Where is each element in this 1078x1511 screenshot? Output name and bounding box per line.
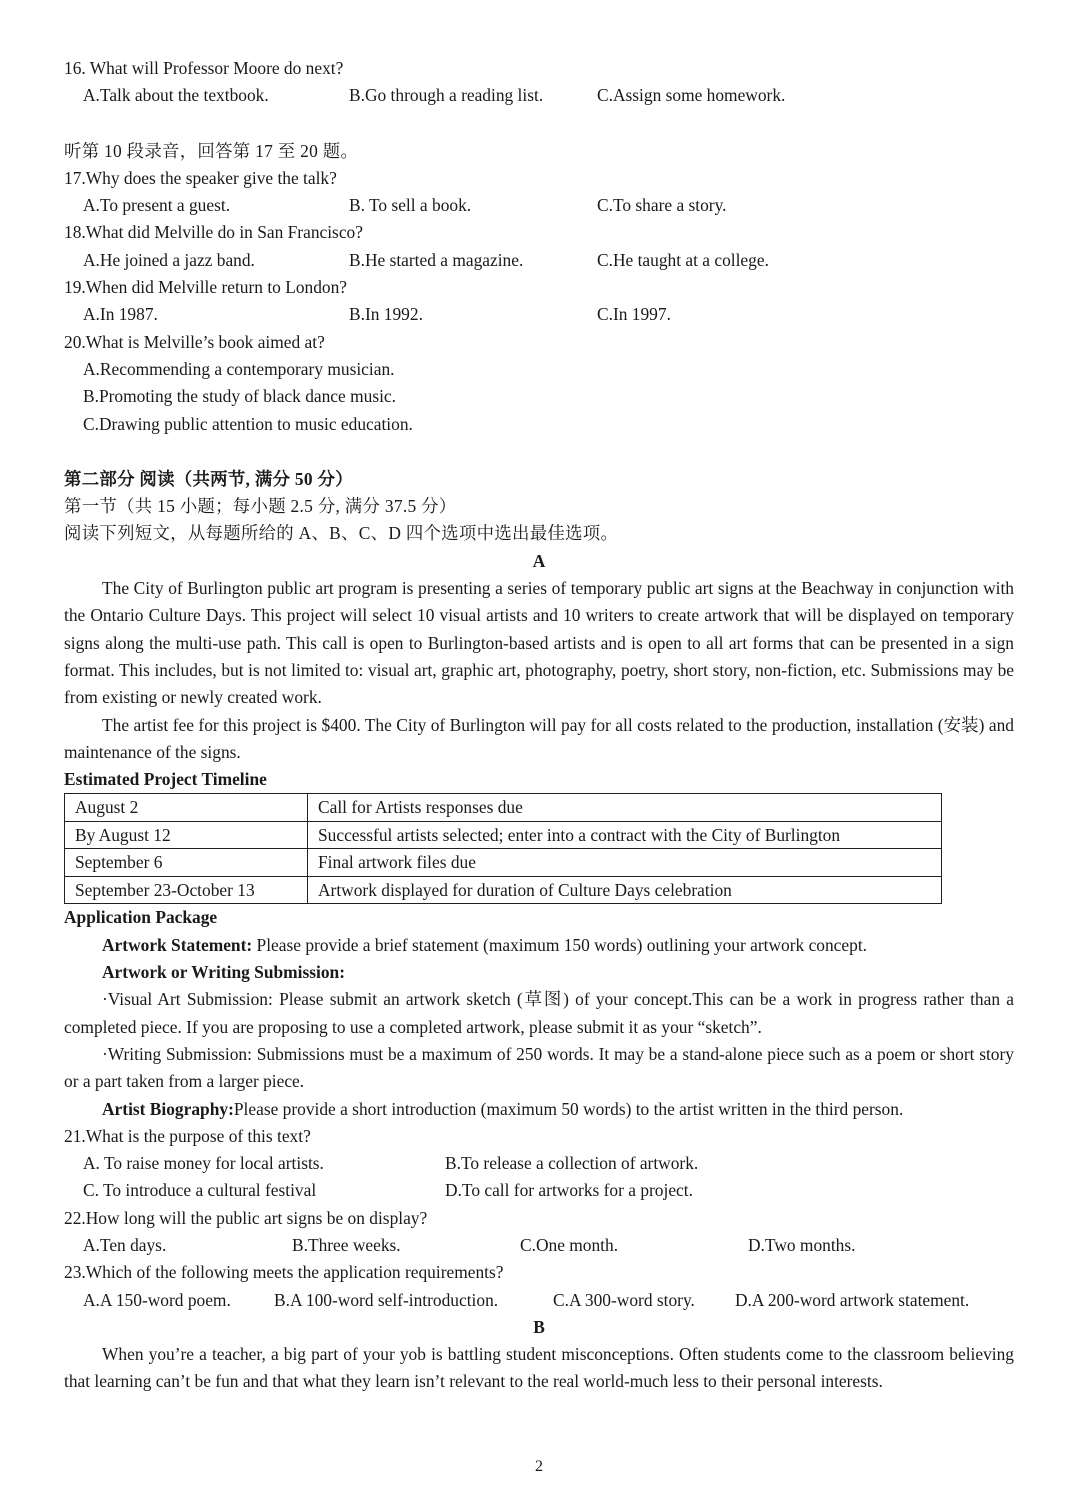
reading-instruction: 阅读下列短文，从每题所给的 A、B、C、D 四个选项中选出最佳选项。: [64, 523, 619, 544]
artwork-statement-text: Please provide a brief statement (maximum 150 words) outlining your artwork concept.: [252, 934, 867, 955]
option-c: C.He taught at a college.: [597, 249, 769, 270]
timeline-event: Artwork displayed for duration of Culture Days celebration: [308, 876, 942, 904]
option-c: C.Assign some homework.: [597, 85, 786, 106]
option-c: C.One month.: [520, 1234, 619, 1255]
timeline-event: Successful artists selected; enter into a contract with the City of Burlington: [308, 821, 942, 849]
option-c: C.A 300-word story.: [553, 1289, 695, 1310]
passage-b-label: B: [533, 1316, 545, 1337]
option-c: C.Drawing public attention to music education.: [83, 413, 413, 434]
question-21-options-row-2: [64, 1177, 1014, 1204]
timeline-table: [64, 793, 942, 904]
option-a: A. To raise money for local artists.: [83, 1153, 324, 1174]
timeline-date: September 23-October 13: [65, 876, 308, 904]
artwork-statement-label: Artwork Statement:: [102, 934, 253, 955]
question-18: 18.What did Melville do in San Francisco?: [64, 222, 363, 243]
option-b: B.Promoting the study of black dance music.: [83, 386, 396, 407]
question-23: 23.Which of the following meets the application requirements?: [64, 1262, 504, 1283]
option-b: B.Three weeks.: [292, 1234, 401, 1255]
passage-b-paragraph-1: When you’re a teacher, a big part of your yob is battling student misconceptions. Often students come to the classroom believing that learning can’t be fun and that what they learn isn’t relevant to the real world-much less to their personal interests.: [64, 1344, 1014, 1392]
question-18-options: [64, 247, 1014, 274]
option-a: A.To present a guest.: [83, 195, 231, 216]
option-b: B.He started a magazine.: [349, 249, 524, 270]
part-two-title: 第二部分 阅读（共两节, 满分 50 分）: [64, 468, 353, 489]
question-16-options: [64, 82, 1014, 109]
question-20: 20.What is Melville’s book aimed at?: [64, 331, 325, 352]
question-21-options-row-1: [64, 1150, 1014, 1177]
exam-page: [64, 55, 1014, 1396]
option-a: A.Talk about the textbook.: [83, 85, 269, 106]
timeline-date: September 6: [65, 849, 308, 877]
passage-a-paragraph-2: The artist fee for this project is $400. The City of Burlington will pay for all costs related to the production, installation (安装) and maintenance of the signs.: [64, 714, 1014, 762]
question-21: 21.What is the purpose of this text?: [64, 1125, 311, 1146]
question-23-options: [64, 1287, 1014, 1314]
visual-art-submission: ·Visual Art Submission: Please submit an artwork sketch (草图) of your concept.This can be a work in progress rather than a completed piece. If you are proposing to use a completed artwork, please submit it as your “sketch”.: [64, 989, 1014, 1037]
question-17: 17.Why does the speaker give the talk?: [64, 167, 337, 188]
table-row: [65, 849, 942, 877]
submission-heading: Artwork or Writing Submission:: [102, 962, 346, 983]
option-a: A.A 150-word poem.: [83, 1289, 231, 1310]
option-b: B. To sell a book.: [349, 195, 472, 216]
option-b: B.Go through a reading list.: [349, 85, 544, 106]
option-d: D.To call for artworks for a project.: [445, 1180, 693, 1201]
option-b: B.A 100-word self-introduction.: [274, 1289, 499, 1310]
timeline-date: August 2: [65, 794, 308, 822]
listening-instruction: 听第 10 段录音，回答第 17 至 20 题。: [64, 140, 359, 161]
timeline-event: Final artwork files due: [308, 849, 942, 877]
option-b: B.In 1992.: [349, 304, 423, 325]
timeline-heading: Estimated Project Timeline: [64, 769, 267, 790]
timeline-date: By August 12: [65, 821, 308, 849]
page-number: 2: [535, 1458, 543, 1475]
question-16: 16. What will Professor Moore do next?: [64, 58, 344, 78]
section-one-title: 第一节（共 15 小题；每小题 2.5 分, 满分 37.5 分）: [64, 496, 457, 517]
question-17-options: [64, 192, 1014, 219]
option-d: D.Two months.: [748, 1234, 856, 1255]
passage-a-paragraph-1: The City of Burlington public art program is presenting a series of temporary public art signs at the Beachway in conjunction with the Ontario Culture Days. This project will select 10 visual artists and 10 writers to create artwork that will be displayed on temporary signs along the multi-use path. This call is open to Burlington-based artists and is open to all art forms that can be presented in a sign format. This includes, but is not limited to: visual art, graphic art, photography, poetry, short story, non-fiction, etc. Submissions may be from existing or newly created work.: [64, 578, 1014, 708]
artwork-statement: [64, 932, 1014, 959]
table-row: [65, 876, 942, 904]
option-c: C. To introduce a cultural festival: [83, 1180, 317, 1201]
option-a: A.Recommending a contemporary musician.: [83, 358, 395, 379]
writing-submission: ·Writing Submission: Submissions must be a maximum of 250 words. It may be a stand-alone piece such as a poem or short story or a part taken from a larger piece.: [64, 1043, 1014, 1092]
question-19-options: [64, 301, 1014, 328]
option-a: A.Ten days.: [83, 1234, 167, 1255]
option-a: A.He joined a jazz band.: [83, 249, 255, 270]
option-d: D.A 200-word artwork statement.: [735, 1289, 970, 1310]
question-22: 22.How long will the public art signs be on display?: [64, 1207, 428, 1228]
question-22-options: [64, 1232, 1014, 1259]
timeline-event: Call for Artists responses due: [308, 794, 942, 822]
question-19: 19.When did Melville return to London?: [64, 277, 348, 298]
artist-biography-text: Please provide a short introduction (maximum 50 words) to the artist written in the third person.: [233, 1098, 904, 1119]
artist-biography-label: Artist Biography:: [102, 1098, 234, 1119]
artist-biography: [64, 1096, 1014, 1123]
option-a: A.In 1987.: [83, 304, 158, 325]
table-row: [65, 821, 942, 849]
option-b: B.To release a collection of artwork.: [445, 1153, 699, 1174]
table-row: [65, 794, 942, 822]
option-c: C.In 1997.: [597, 304, 671, 325]
passage-a-label: A: [532, 550, 546, 571]
option-c: C.To share a story.: [597, 195, 727, 216]
application-package-heading: Application Package: [64, 907, 218, 928]
